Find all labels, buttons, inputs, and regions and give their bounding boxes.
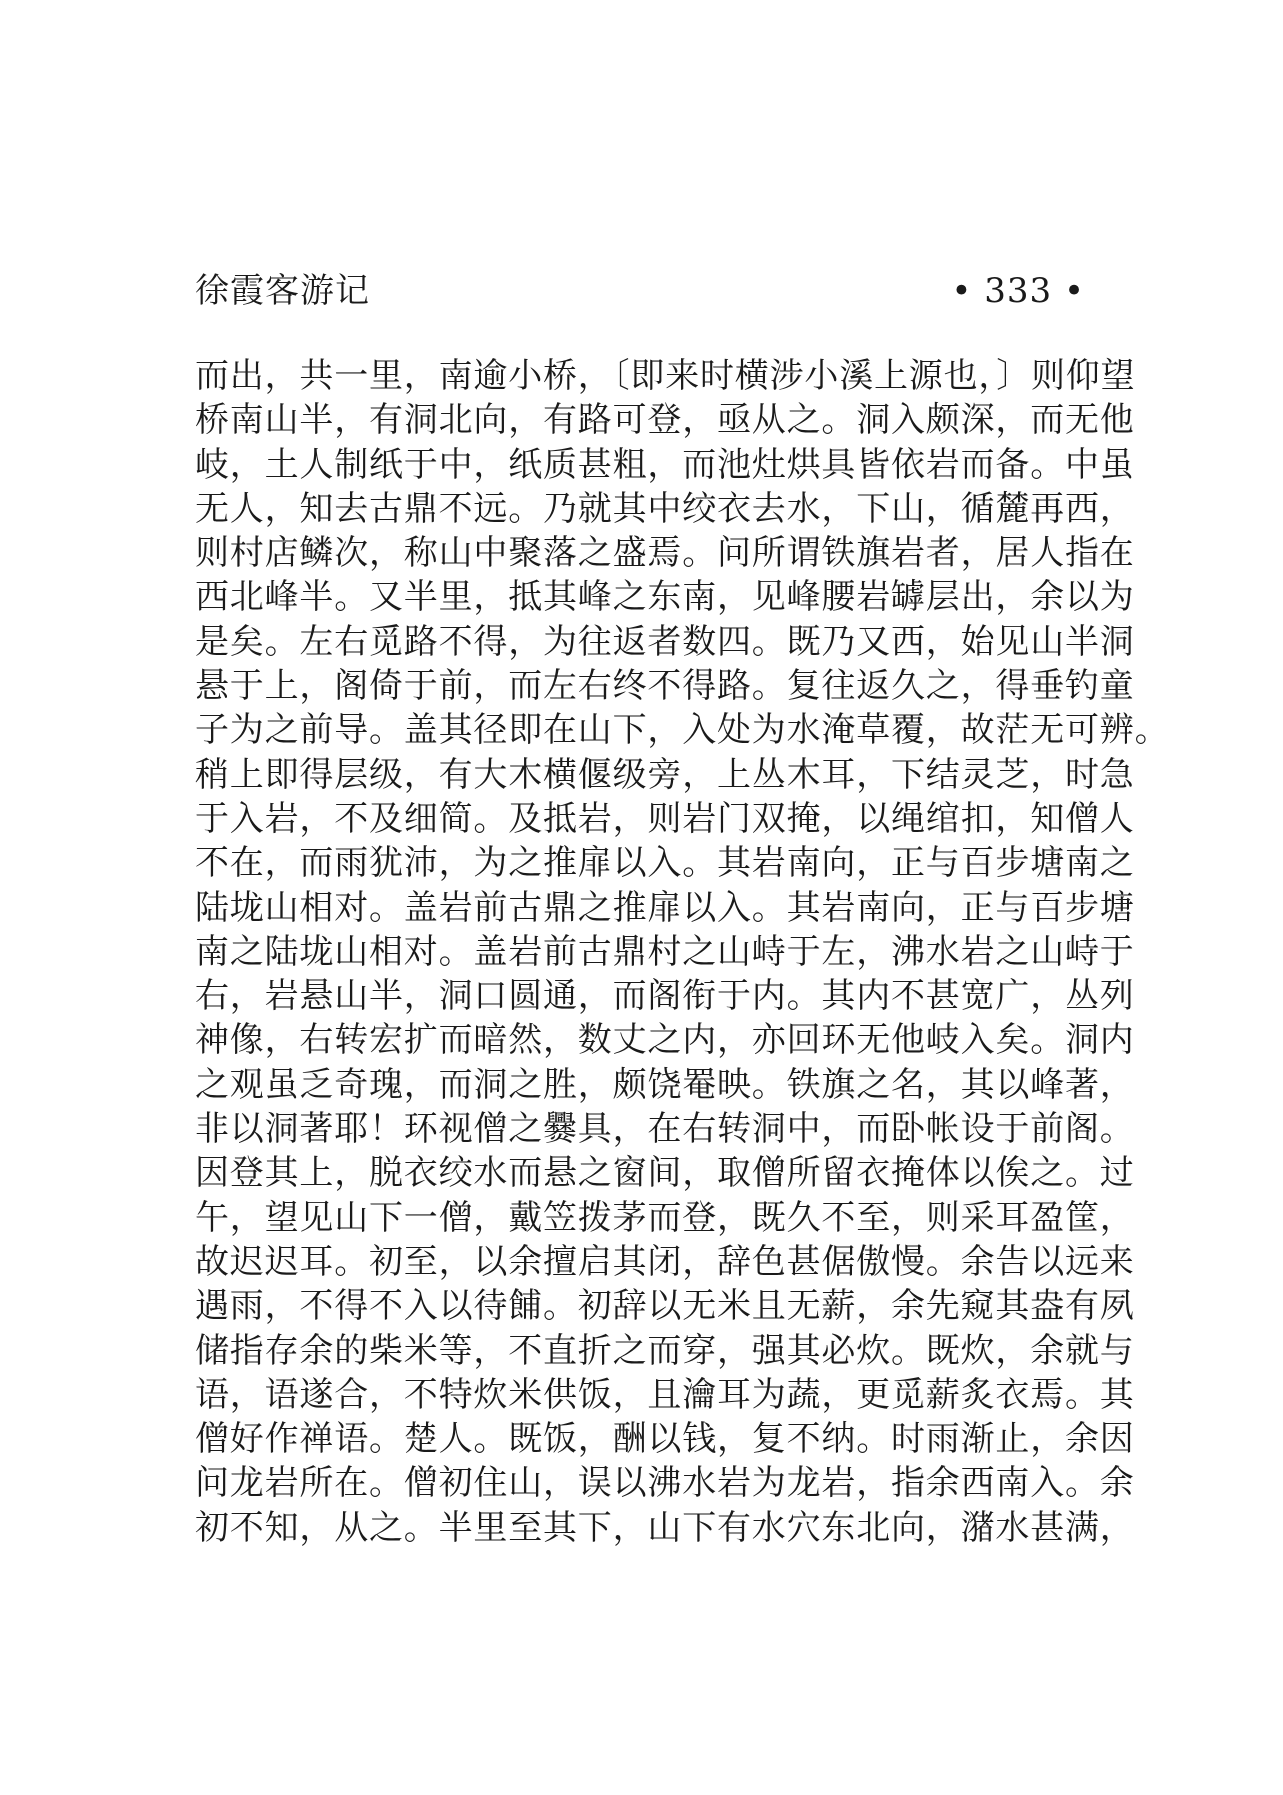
text-line: 右，岩悬山半，洞口圆通，而阁衔于内。其内不甚宽广，丛列 <box>195 976 1135 1017</box>
text-line: 遇雨，不得不入以待餔。初辞以无米且无薪，余先窥其盎有夙 <box>195 1286 1135 1327</box>
text-line: 不在，而雨犹沛，为之推扉以入。其岩南向，正与百步塘南之 <box>195 843 1135 884</box>
text-line: 悬于上，阁倚于前，而左右终不得路。复往返久之，得垂钓童 <box>195 666 1135 707</box>
text-line: 语，语遂合，不特炊米供饭，且瀹耳为蔬，更觅薪炙衣焉。其 <box>195 1374 1135 1415</box>
text-line: 非以洞著耶！环视僧之爨具，在右转洞中，而卧帐设于前阁。 <box>195 1109 1135 1150</box>
text-line: 而出，共一里，南逾小桥，〔即来时横涉小溪上源也，〕则仰望 <box>195 356 1136 396</box>
text-line: 午，望见山下一僧，戴笠拨茅而登，既久不至，则采耳盈筐， <box>195 1197 1135 1238</box>
text-line: 陆垅山相对。盖岩前古鼎之推扉以入。其岩南向，正与百步塘 <box>195 887 1135 928</box>
text-line: 于入岩，不及细简。及抵岩，则岩门双掩，以绳绾扣，知僧人 <box>195 798 1135 839</box>
text-line: 之观虽乏奇瑰，而洞之胜，颇饶罨映。铁旗之名，其以峰著， <box>195 1064 1135 1105</box>
text-line: 岐，土人制纸于中，纸质甚粗，而池灶烘具皆依岩而备。中虽 <box>195 444 1135 485</box>
text-line: 神像，右转宏扩而暗然，数丈之内，亦回环无他岐入矣。洞内 <box>195 1020 1135 1061</box>
page-number: • 333 • <box>951 271 1085 311</box>
body-text <box>195 354 1170 1550</box>
text-line: 无人，知去古鼎不远。乃就其中绞衣去水，下山，循麓再西， <box>195 488 1135 529</box>
text-line: 储指存余的柴米等，不直折之而穿，强其必炊。既炊，余就与 <box>195 1330 1135 1371</box>
text-line: 因登其上，脱衣绞水而悬之窗间，取僧所留衣掩体以俟之。过 <box>195 1153 1135 1194</box>
text-line: 子为之前导。盖其径即在山下，入处为水淹草覆，故茫无可辨。 <box>195 710 1170 751</box>
text-line: 稍上即得层级，有大木横偃级旁，上丛木耳，下结灵芝，时急 <box>195 754 1135 795</box>
text-line: 问龙岩所在。僧初住山，误以沸水岩为龙岩，指余西南入。余 <box>195 1463 1135 1504</box>
text-line: 是矣。左右觅路不得，为往返者数四。既乃又西，始见山半洞 <box>195 621 1135 662</box>
text-line: 初不知，从之。半里至其下，山下有水穴东北向，潴水甚满， <box>195 1507 1135 1548</box>
text-line: 则村店鳞次，称山中聚落之盛焉。问所谓铁旗岩者，居人指在 <box>195 533 1135 574</box>
text-line: 南之陆垅山相对。盖岩前古鼎村之山峙于左，沸水岩之山峙于 <box>195 931 1135 972</box>
text-line: 僧好作禅语。楚人。既饭，酬以钱，复不纳。时雨渐止，余因 <box>195 1419 1135 1460</box>
text-line: 西北峰半。又半里，抵其峰之东南，见峰腰岩罅层出，余以为 <box>195 577 1135 618</box>
text-line: 故迟迟耳。初至，以余擅启其闭，辞色甚倨傲慢。余告以远来 <box>195 1241 1135 1282</box>
book-title: 徐霞客游记 <box>195 271 370 311</box>
running-header <box>195 266 1085 316</box>
text-line: 桥南山半，有洞北向，有路可登，亟从之。洞入颇深，而无他 <box>195 400 1135 441</box>
